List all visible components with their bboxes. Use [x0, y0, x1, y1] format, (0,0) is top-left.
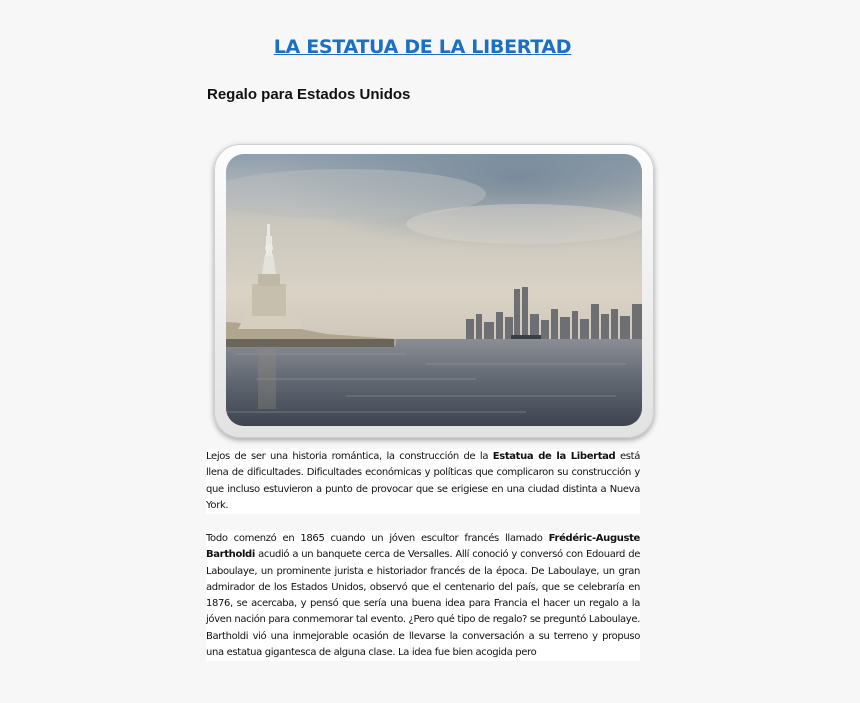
- paragraph-1-text-a: Lejos de ser una historia romántica, la construcción de la: [206, 451, 493, 462]
- paragraph-2: [206, 531, 640, 661]
- paragraph-2-bold: Frédéric-Auguste Bartholdi: [206, 533, 640, 561]
- photo-frame: [214, 144, 654, 438]
- paragraph-1-bold: Estatua de la Libertad: [492, 451, 616, 462]
- paragraph-1: [206, 449, 640, 514]
- document-title[interactable]: LA ESTATUA DE LA LIBERTAD: [273, 36, 572, 58]
- section-heading: Regalo para Estados Unidos: [207, 86, 411, 103]
- paragraph-2-text-a: Todo comenzó en 1865 cuando un jóven escultor francés llamado: [206, 533, 549, 544]
- paragraph-1-text-b: está llena de dificultades. Dificultades económicas y políticas que complicaron su construcción y que incluso estuvieron a punto de provocar que se erigiese en una ciudad distinta a Nueva York.: [206, 451, 641, 511]
- paragraph-2-text-b: acudió a un banquete cerca de Versalles. Allí conoció y conversó con Edouard de Laboulaye, un prominente jurista e historiador francés de la época. De Laboulaye, un gran admirador de los Estados Unidos, observó que el centenario del país, que se celebraría en 1876, se acercaba, y pensó que sería una buena idea para Francia el hacer un regalo a la jóven nación para conmemorar tal evento. ¿Pero qué tipo de regalo? se preguntó Laboulaye. Bartholdi vió una inmejorable ocasión de llevarse la conversación a su terreno y propuso una estatua gigantesca de alguna clase. La idea fue bien acogida pero: [206, 549, 640, 659]
- statue-of-liberty-photo: [226, 154, 642, 426]
